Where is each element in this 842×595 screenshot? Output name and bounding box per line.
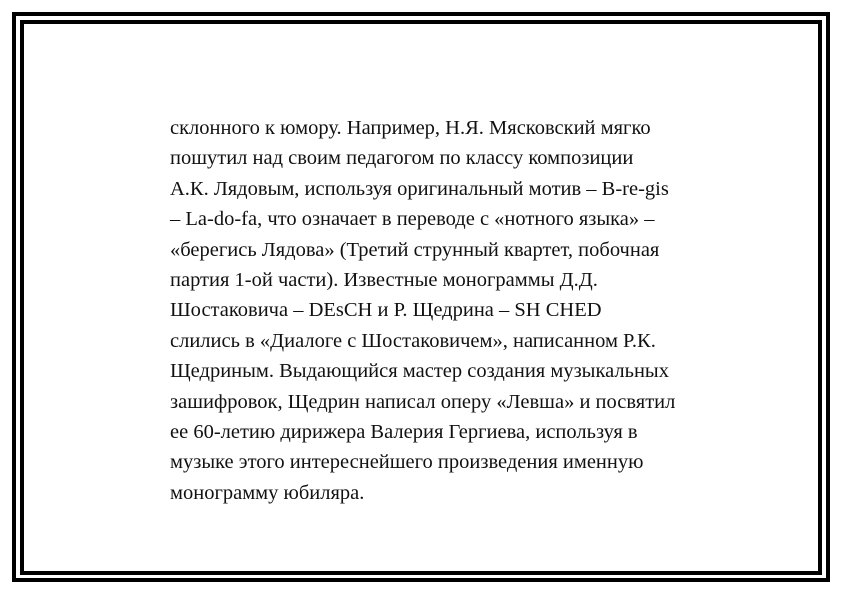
text-line: пошутил над своим педагогом по классу композиции: [170, 147, 634, 170]
text-line: – La-do-fa, что означает в переводе с «нотного языка» –: [170, 208, 655, 231]
text-line: ее 60-летию дирижера Валерия Гергиева, используя в: [170, 421, 638, 444]
text-line: Щедриным. Выдающийся мастер создания музыкальных: [170, 360, 669, 383]
text-line: «берегись Лядова» (Третий струнный квартет, побочная: [170, 238, 660, 261]
text-line: склонного к юмору. Например, Н.Я. Мясковский мягко: [170, 117, 651, 139]
text-line: зашифровок, Щедрин написал оперу «Левша» и посвятил: [170, 390, 676, 413]
text-line: монограмму юбиляра.: [170, 481, 365, 504]
text-line: партия 1-ой части). Известные монограммы Д.Д.: [170, 269, 598, 292]
text-line: Шостаковича – DEsCH и Р. Щедрина – SH CHED: [170, 299, 602, 322]
body-text-block: [170, 113, 730, 508]
text-line: слились в «Диалоге с Шостаковичем», написанном Р.К.: [170, 329, 656, 352]
text-line: музыке этого интереснейшего произведения именную: [170, 451, 644, 474]
text-line: А.К. Лядовым, используя оригинальный мотив – B-re-gis: [170, 177, 669, 200]
